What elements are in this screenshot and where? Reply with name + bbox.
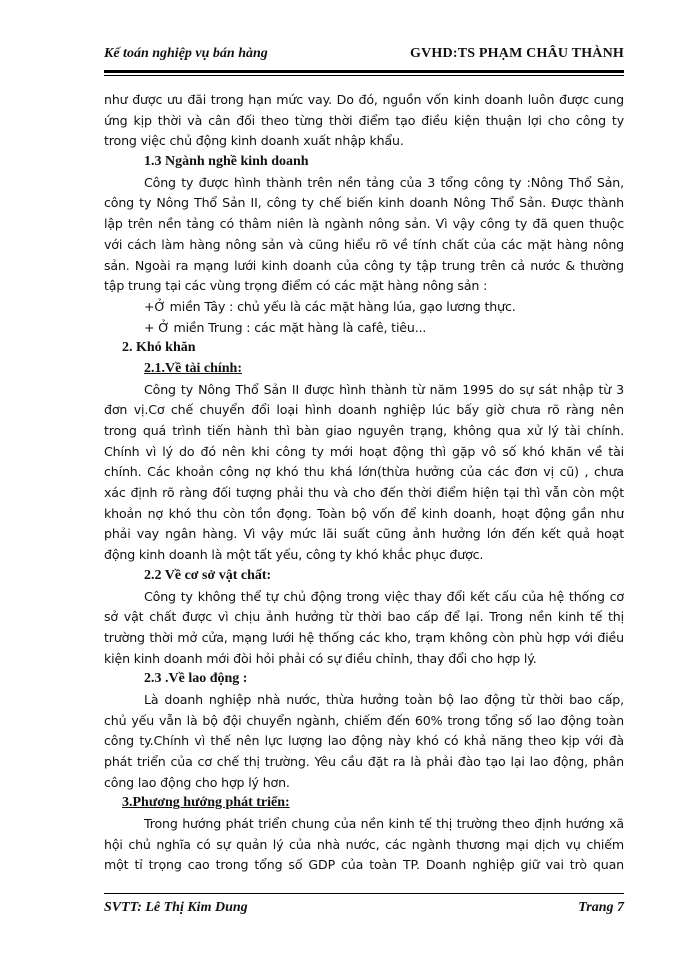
footer-rule: [104, 893, 624, 894]
text-line: sản. Ngoài ra mạng lưới kinh doanh của công ty tập trung trên cả nước & thường: [104, 257, 624, 273]
text-line: Là doanh nghiệp nhà nước, thừa hưởng toàn bộ lao động từ thời bao cấp,: [144, 691, 624, 707]
section-heading-2-1: [104, 359, 624, 380]
header-advisor: GVHD:TS PHẠM CHÂU THÀNH: [410, 46, 624, 61]
text-line: lập trên nền tảng có thâm niên là ngành nông sản. Vì vậy công ty đã quen thuộc: [104, 216, 624, 232]
text-line: phải vay ngân hàng. Vì vậy mức lãi suất cũng ảnh hưởng lớn đến kết quả hoạt: [104, 526, 624, 542]
footer-page-number: Trang 7: [578, 900, 624, 915]
document-body: [104, 90, 624, 876]
section-heading-1-3: 1.3 Ngành nghề kinh doanh: [144, 154, 309, 170]
section-heading-2-3: 2.3 .Về lao động :: [144, 671, 248, 687]
heading-text: 3.Phương hướng phát triển:: [122, 795, 290, 811]
text-line: một tỉ trọng cao trong tổng số GDP của toàn TP. Doanh nghiệp giữ vai trò quan: [104, 857, 624, 873]
text-line: khoản nợ khó thu còn tồn đọng. Toàn bộ vốn để kinh doanh, hoạt động gần như: [104, 505, 624, 521]
text-line: chủ yếu vẫn là bộ đội chuyển ngành, chiếm đến 60% trong tổng số lao động toàn: [104, 712, 624, 728]
header-rule-thick: [104, 70, 624, 73]
footer-student: SVTT: Lê Thị Kim Dung: [104, 900, 248, 915]
text-line: kiện kinh doanh mới đòi hỏi phải có sự điều chỉnh, thay đổi cho hợp lý.: [104, 650, 537, 666]
header-rule-thin: [104, 75, 624, 76]
text-line: tập trung tại các vùng trọng điểm có các mặt hàng nông sản :: [104, 278, 488, 294]
text-line: đơn vị.Cơ chế chuyển đổi loại hình doanh nghiệp lúc bấy giờ chưa rõ ràng nên: [104, 402, 624, 418]
text-line: xác định rõ ràng đối tượng phải thu và cho đến thời điểm hiện tại thì vẫn còn một: [104, 485, 624, 501]
section-heading-2: 2. Khó khăn: [122, 340, 196, 356]
header-course-title: Kế toán nghiệp vụ bán hàng: [104, 46, 268, 61]
text-line: công ty.Chính vì thế nên lực lượng lao động này khó có khả năng theo kịp với đà: [104, 733, 624, 749]
text-line: công ty Nông Thổ Sản II, công ty chế biến kinh doanh Nông Thổ Sản. Được thành: [104, 195, 624, 211]
text-line: Công ty được hình thành trên nền tảng của 3 tổng công ty :Nông Thổ Sản,: [144, 174, 624, 190]
text-line: sở vật chất được vì chịu ảnh hưởng từ thời bao cấp để lại. Trong nền kinh tế thị: [104, 609, 624, 625]
bullet-item: + Ở miền Trung : các mặt hàng là cafê, tiêu...: [144, 319, 427, 335]
text-line: chính. Các khoản công nợ khó thu khá lớn(thừa hưởng của các đơn vị cũ) , chưa: [104, 464, 624, 480]
section-heading-3: [104, 793, 624, 814]
text-line: hội chủ nghĩa có sự quản lý của nhà nước, các ngành thương mại dịch vụ chiếm: [104, 836, 624, 852]
text-line: động kinh doanh là một tất yếu, công ty khó khắc phục được.: [104, 547, 484, 563]
text-line: Chính vì lý do đó nên khi công ty mới hoạt động thì gặp vô số khó khăn về tài: [104, 443, 624, 459]
text-line: ứng kịp thời và cân đối theo từng thời điểm tạo điều kiện thuận lợi cho công ty: [104, 112, 624, 128]
bullet-item: +Ở miền Tây : chủ yếu là các mặt hàng lúa, gạo lương thực.: [144, 298, 516, 314]
text-line: Trong hướng phát triển chung của nền kinh tế thị trường theo định hướng xã: [144, 816, 624, 832]
heading-text: 2.1.Về tài chính:: [144, 360, 242, 376]
text-line: trong việc chủ động kinh doanh xuất nhập khẩu.: [104, 133, 404, 149]
text-line: phát triển của cơ chế thị trường. Yêu cầu đặt ra là phải đào tạo lại lao động, phân: [104, 754, 624, 769]
text-line: Công ty Nông Thổ Sản II được hình thành từ năm 1995 do sự sát nhập từ 3: [144, 381, 624, 397]
text-line: với cách làm hàng nông sản và cũng hiểu rõ về tính chất của các mặt hàng nông: [104, 236, 624, 252]
text-line: công lao động cho hợp lý hơn.: [104, 774, 290, 790]
page-header: [104, 40, 624, 68]
text-line: trong quá trình tiến hành thì bàn giao nguyên trạng, không qua xử lý tài chính.: [104, 423, 624, 438]
text-line: Công ty không thể tự chủ động trong việc thay đổi kết cấu của hệ thống cơ: [144, 588, 624, 604]
text-line: như được ưu đãi trong hạn mức vay. Do đó, nguồn vốn kinh doanh luôn được cung: [104, 92, 624, 107]
text-line: trường thời mở cửa, mạng lưới hệ thống các kho, trạm không còn phù hợp với điều: [104, 629, 624, 645]
section-heading-2-2: 2.2 Về cơ sở vật chất:: [144, 567, 272, 583]
